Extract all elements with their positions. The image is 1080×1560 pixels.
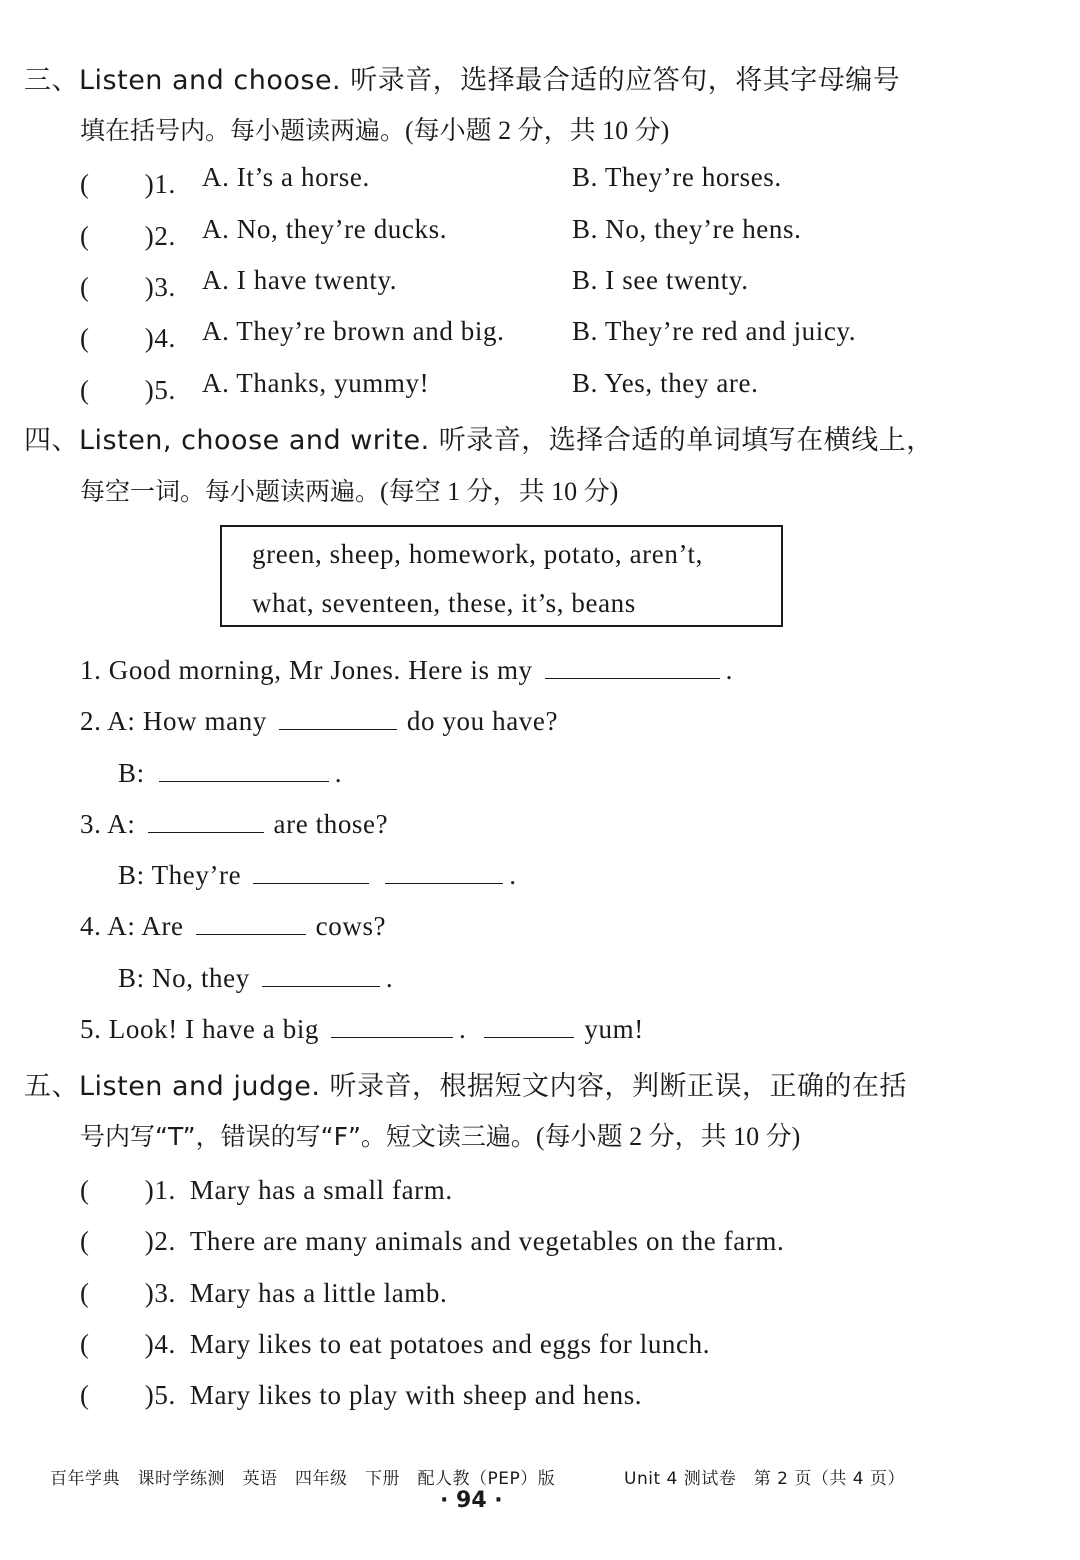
section-5-instruction: 号内写“T”，错误的写“F”。短文读三遍。: [80, 1122, 536, 1151]
section-3-points: (每小题 2 分，共 10 分): [405, 116, 670, 145]
s4-q4b-start: B: No, they: [118, 963, 250, 993]
s4-question-4a: [80, 910, 386, 942]
s5-item-1-text: Mary has a small farm.: [189, 1175, 453, 1205]
s4-q5-blank-2[interactable]: [484, 1013, 574, 1038]
s5-item-3-text: Mary has a little lamb.: [189, 1278, 448, 1308]
s4-q2a-blank[interactable]: [279, 705, 397, 730]
s4-question-5: [80, 1013, 644, 1045]
s4-q3b-blank-1[interactable]: [253, 859, 369, 884]
s4-q3b-blank-2[interactable]: [385, 859, 503, 884]
s5-item-2: [80, 1219, 784, 1258]
footer-book-info: 百年学典 课时学练测 英语 四年级 下册 配人教（PEP）版: [50, 1469, 556, 1489]
s4-q2a-start: 2. A: How many: [80, 706, 267, 736]
section-4-points: (每空 1 分，共 10 分): [380, 477, 619, 506]
section-3-subtitle: [80, 110, 669, 147]
s3-item-4-option-b: B. They’re red and juicy.: [572, 316, 857, 346]
s4-q4a-blank[interactable]: [196, 910, 306, 935]
section-5-subtitle: [80, 1116, 800, 1153]
s4-q5-mid: .: [459, 1014, 467, 1044]
s3-item-2-number: ( )2.: [80, 221, 176, 251]
s3-item-1-option-b: B. They’re horses.: [572, 162, 782, 192]
s4-q3b-end: .: [509, 860, 517, 890]
s5-item-1-number: ( )1.: [80, 1175, 176, 1205]
s3-item-3-option-a: A. I have twenty.: [202, 265, 398, 295]
section-5-title: 五、Listen and judge. 听录音，根据短文内容，判断正误，正确的在括: [24, 1071, 908, 1102]
s4-q2b-start: B:: [118, 758, 145, 788]
s4-q4a-start: 4. A: Are: [80, 911, 184, 941]
s5-item-5-number: ( )5.: [80, 1380, 176, 1410]
s3-item-5-option-a: A. Thanks, yummy!: [202, 368, 430, 398]
s3-item-5-option-b: B. Yes, they are.: [572, 368, 759, 398]
word-bank-line-2: what, seventeen, these, it’s, beans: [252, 588, 636, 618]
s4-q5-start: 5. Look! I have a big: [80, 1014, 320, 1044]
s5-item-4-number: ( )4.: [80, 1329, 176, 1359]
s5-item-1: [80, 1168, 453, 1207]
section-3-title: 三、Listen and choose. 听录音，选择最合适的应答句，将其字母编号: [24, 65, 901, 96]
s4-q4b-end: .: [385, 963, 394, 993]
s4-q2b-end: .: [334, 758, 343, 788]
s3-item-2-option-a: A. No, they’re ducks.: [202, 214, 448, 244]
s3-item-3-option-b: B. I see twenty.: [572, 265, 749, 295]
footer-unit-info: Unit 4 测试卷 第 2 页（共 4 页）: [624, 1469, 905, 1489]
s4-question-3a: [80, 808, 388, 840]
s4-question-3b: [118, 859, 517, 891]
s4-question-2b: [118, 757, 342, 789]
s5-item-2-number: ( )2.: [80, 1226, 176, 1256]
section-4-instruction: 每空一词。每小题读两遍。: [80, 477, 381, 506]
section-5-points: (每小题 2 分，共 10 分): [535, 1122, 801, 1151]
s5-item-2-text: There are many animals and vegetables on the farm.: [189, 1226, 785, 1256]
s4-question-1: [80, 654, 733, 686]
section-4-subtitle: [80, 471, 618, 508]
s4-question-4b: [118, 962, 393, 994]
s4-q1-end: .: [725, 655, 734, 685]
word-bank-box: [220, 525, 783, 627]
section-4-title: 四、Listen, choose and write. 听录音，选择合适的单词填写在横线上，: [24, 425, 934, 456]
s4-q5-blank-1[interactable]: [331, 1013, 453, 1038]
s4-q1-blank[interactable]: [545, 654, 720, 679]
s3-item-1-option-a: A. It’s a horse.: [202, 162, 370, 192]
s4-question-2a: [80, 705, 558, 737]
s3-item-4-number: ( )4.: [80, 323, 176, 353]
s4-q2a-end: do you have?: [406, 706, 559, 736]
s3-item-1-number: ( )1.: [80, 169, 176, 199]
s5-item-5: [80, 1373, 642, 1412]
s5-item-4-text: Mary likes to eat potatoes and eggs for lunch.: [189, 1329, 711, 1359]
section-3-instruction: 填在括号内。每小题读两遍。: [80, 116, 406, 145]
s4-q3a-end: are those?: [273, 809, 389, 839]
s3-item-5-number: ( )5.: [80, 375, 176, 405]
s4-q3a-start: 3. A:: [80, 809, 136, 839]
s5-item-4: [80, 1322, 710, 1361]
s4-q4b-blank[interactable]: [262, 962, 380, 987]
s4-q5-end: yum!: [584, 1014, 644, 1044]
page-number: · 94 ·: [440, 1488, 503, 1513]
s3-item-4-option-a: A. They’re brown and big.: [202, 316, 505, 346]
s4-q3a-blank[interactable]: [148, 808, 264, 833]
s3-item-2-option-b: B. No, they’re hens.: [572, 214, 802, 244]
s5-item-3-number: ( )3.: [80, 1278, 176, 1308]
word-bank-line-1: green, sheep, homework, potato, aren’t,: [252, 539, 704, 569]
s4-q3b-start: B: They’re: [118, 860, 242, 890]
s4-q1-text: 1. Good morning, Mr Jones. Here is my: [80, 655, 533, 685]
s4-q4a-end: cows?: [315, 911, 387, 941]
s4-q2b-blank[interactable]: [159, 757, 329, 782]
s3-item-3-number: ( )3.: [80, 272, 176, 302]
s5-item-3: [80, 1271, 447, 1310]
s5-item-5-text: Mary likes to play with sheep and hens.: [189, 1380, 643, 1410]
